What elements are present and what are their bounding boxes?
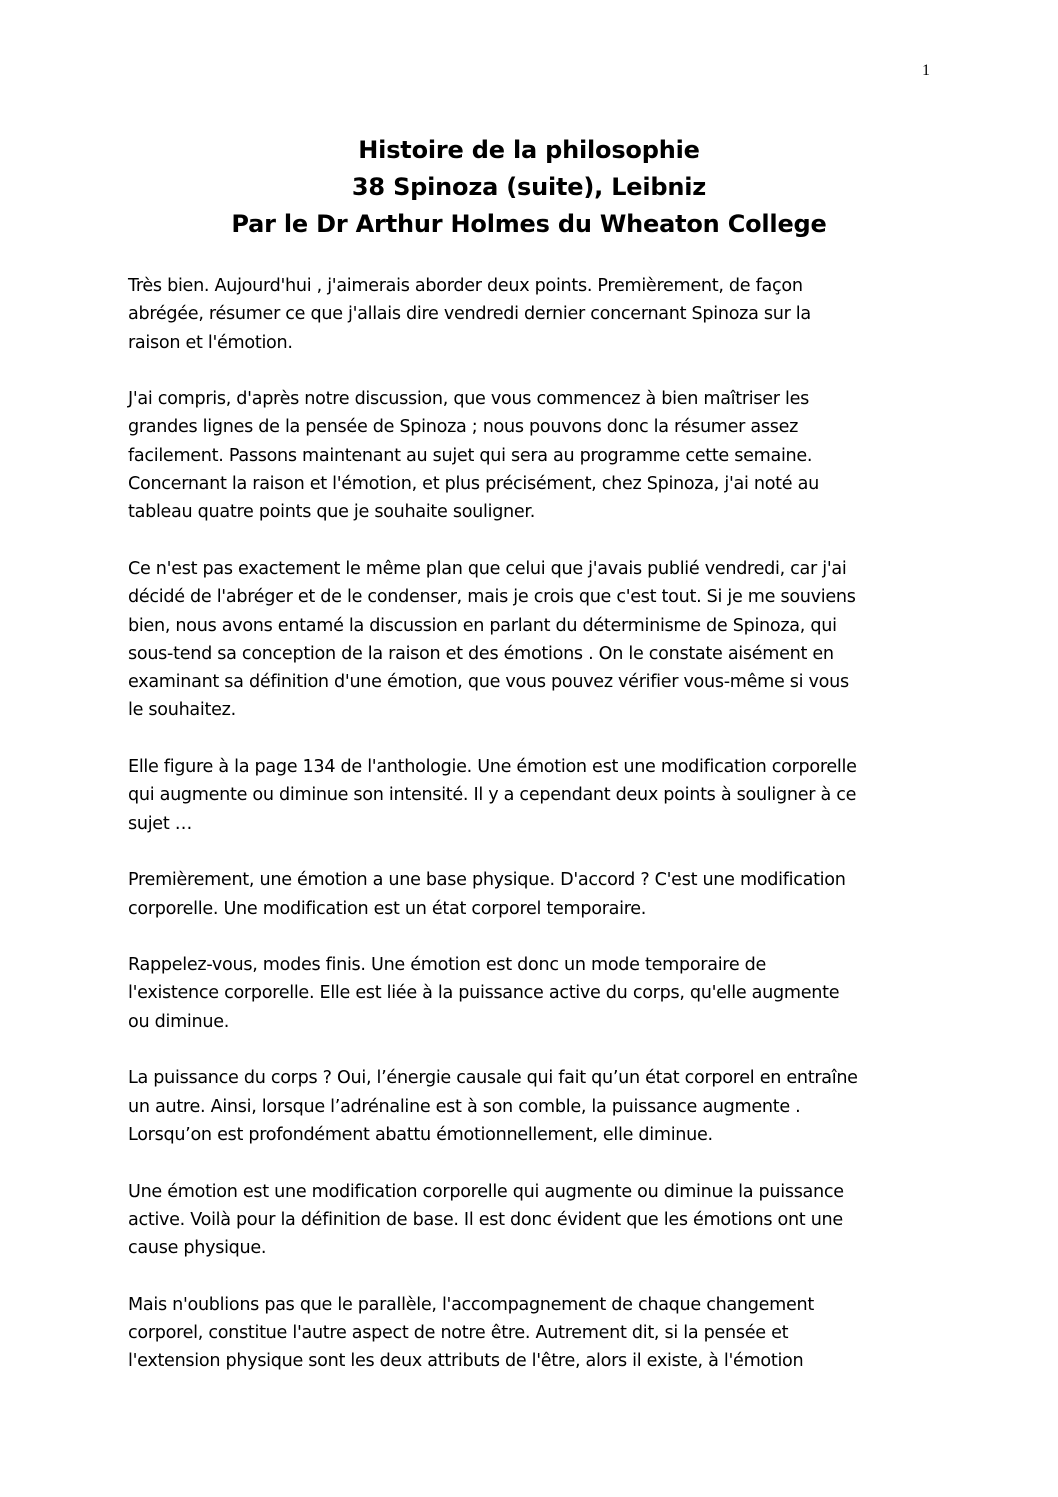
- text-line: sous-tend sa conception de la raison et des émotions . On le constate aisément en: [128, 643, 834, 664]
- paragraph: [128, 555, 938, 725]
- text-line: un autre. Ainsi, lorsque l’adrénaline est à son comble, la puissance augmente .: [128, 1096, 801, 1117]
- text-line: active. Voilà pour la définition de base. Il est donc évident que les émotions ont une: [128, 1209, 843, 1230]
- paragraph: [128, 385, 938, 526]
- document-body: [128, 272, 938, 1404]
- document-title: [0, 132, 1058, 243]
- text-line: Une émotion est une modification corporelle qui augmente ou diminue la puissance: [128, 1181, 844, 1202]
- text-line: le souhaitez.: [128, 700, 236, 721]
- paragraph: [128, 866, 938, 923]
- text-line: Ce n'est pas exactement le même plan que celui que j'avais publié vendredi, car j'ai: [128, 558, 847, 579]
- title-line-author: Par le Dr Arthur Holmes du Wheaton College: [231, 210, 827, 238]
- text-line: raison et l'émotion.: [128, 332, 293, 353]
- paragraph: [128, 1064, 938, 1149]
- paragraph: [128, 951, 938, 1036]
- text-line: Concernant la raison et l'émotion, et plus précisément, chez Spinoza, j'ai noté au: [128, 474, 819, 495]
- text-line: qui augmente ou diminue son intensité. Il y a cependant deux points à souligner à ce: [128, 785, 857, 806]
- paragraph: [128, 272, 938, 357]
- text-line: facilement. Passons maintenant au sujet qui sera au programme cette semaine.: [128, 445, 813, 466]
- text-line: bien, nous avons entamé la discussion en parlant du déterminisme de Spinoza, qui: [128, 615, 837, 636]
- text-line: La puissance du corps ? Oui, l’énergie causale qui fait qu’un état corporel en entraîne: [128, 1068, 858, 1089]
- text-line: examinant sa définition d'une émotion, que vous pouvez vérifier vous-même si vous: [128, 672, 849, 693]
- text-line: grandes lignes de la pensée de Spinoza ; nous pouvons donc la résumer assez: [128, 417, 799, 438]
- text-line: Premièrement, une émotion a une base physique. D'accord ? C'est une modification: [128, 870, 846, 891]
- text-line: corporel, constitue l'autre aspect de notre être. Autrement dit, si la pensée et: [128, 1322, 789, 1343]
- text-line: ou diminue.: [128, 1011, 230, 1032]
- text-line: Mais n'oublions pas que le parallèle, l'accompagnement de chaque changement: [128, 1294, 814, 1315]
- text-line: tableau quatre points que je souhaite souligner.: [128, 502, 536, 523]
- text-line: cause physique.: [128, 1238, 267, 1259]
- text-line: décidé de l'abréger et de le condenser, mais je crois que c'est tout. Si je me souviens: [128, 587, 856, 608]
- title-line-lecture: 38 Spinoza (suite), Leibniz: [351, 173, 707, 201]
- text-line: sujet …: [128, 813, 193, 834]
- text-line: abrégée, résumer ce que j'allais dire vendredi dernier concernant Spinoza sur la: [128, 304, 811, 325]
- page-number: 1: [922, 62, 930, 79]
- title-line-course: Histoire de la philosophie: [358, 136, 700, 164]
- paragraph: [128, 1291, 938, 1376]
- text-line: Elle figure à la page 134 de l'anthologie. Une émotion est une modification corporelle: [128, 757, 857, 778]
- text-line: Très bien. Aujourd'hui , j'aimerais aborder deux points. Premièrement, de façon: [128, 276, 803, 296]
- text-line: J'ai compris, d'après notre discussion, que vous commencez à bien maîtriser les: [128, 389, 809, 410]
- paragraph: [128, 753, 938, 838]
- text-line: Rappelez-vous, modes finis. Une émotion est donc un mode temporaire de: [128, 955, 767, 976]
- text-line: Lorsqu’on est profondément abattu émotionnellement, elle diminue.: [128, 1124, 713, 1145]
- text-line: l'extension physique sont les deux attributs de l'être, alors il existe, à l'émotion: [128, 1351, 804, 1372]
- text-line: corporelle. Une modification est un état corporel temporaire.: [128, 898, 647, 919]
- paragraph: [128, 1178, 938, 1263]
- text-line: l'existence corporelle. Elle est liée à la puissance active du corps, qu'elle augmente: [128, 983, 840, 1004]
